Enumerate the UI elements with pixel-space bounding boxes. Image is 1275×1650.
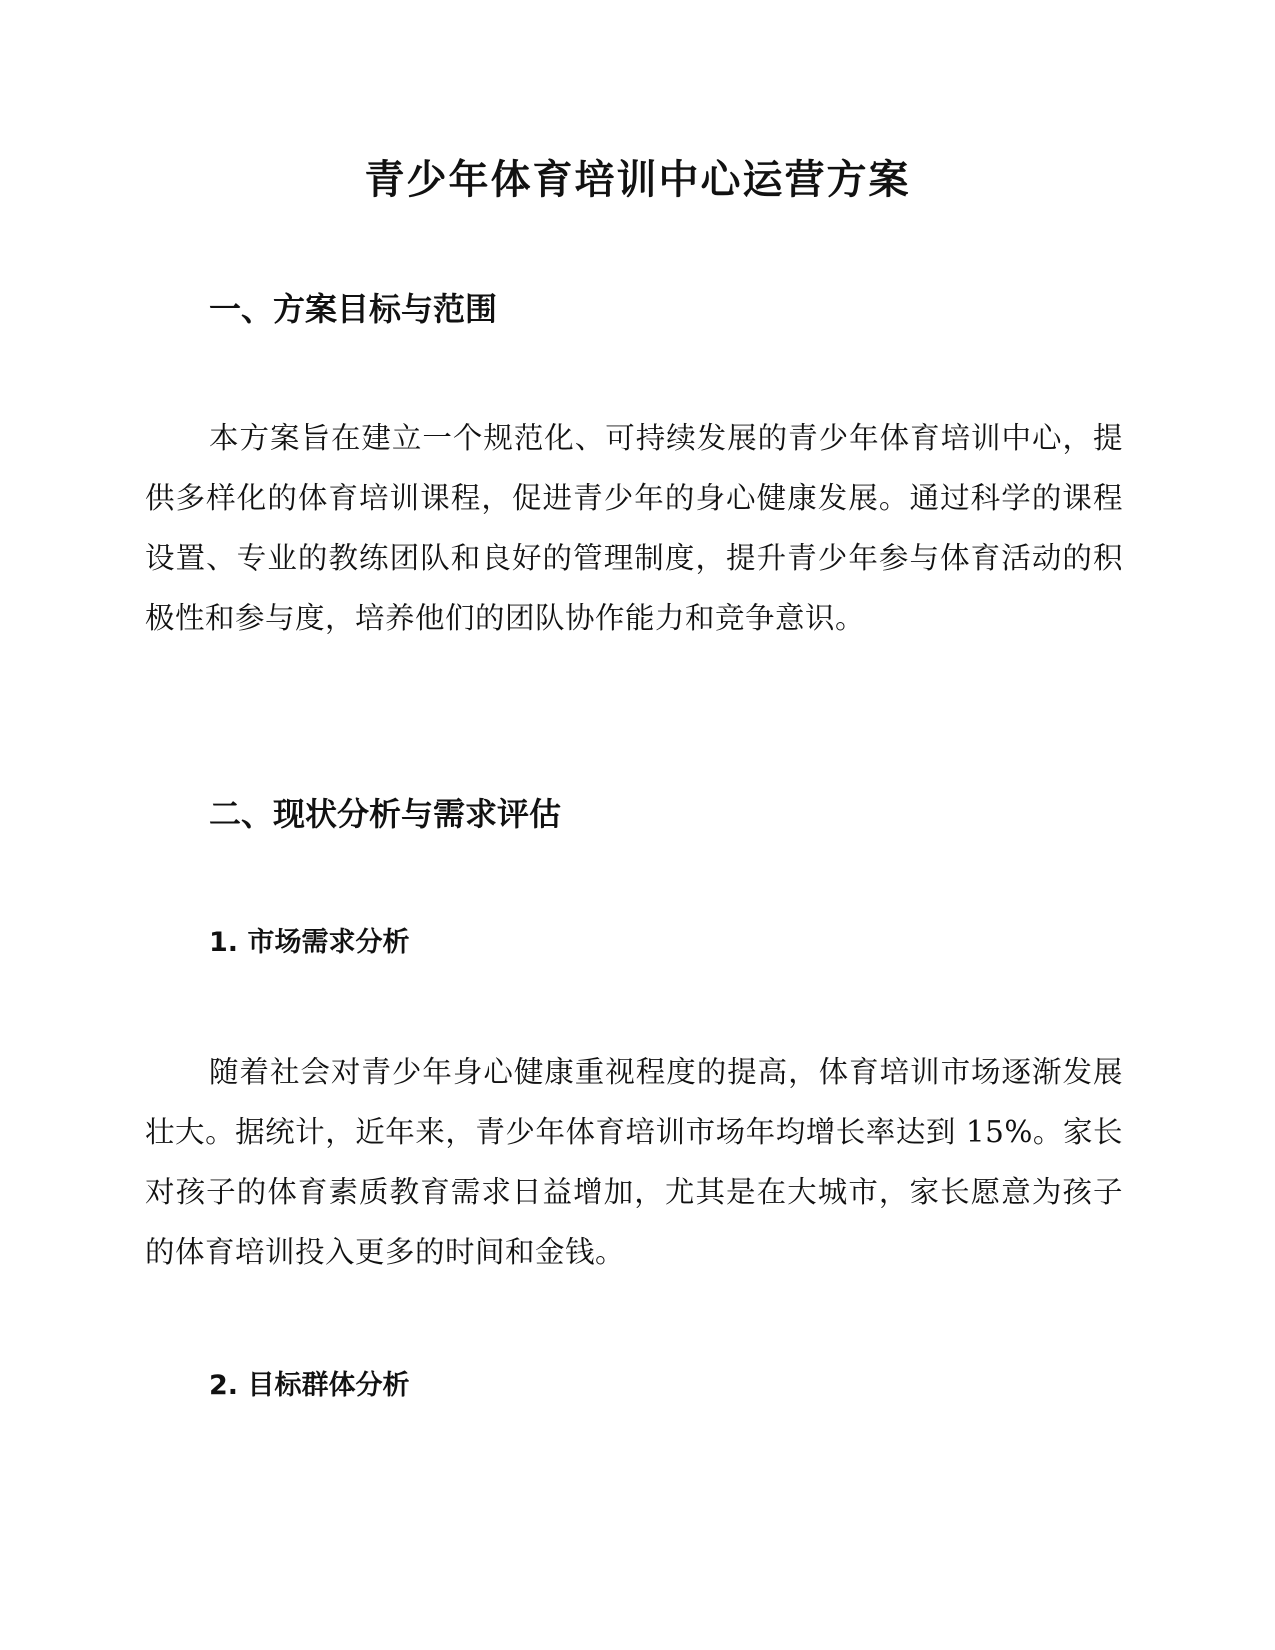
section-heading-goals: 一、方案目标与范围 — [209, 290, 498, 328]
subsection-heading-target-group: 2. 目标群体分析 — [209, 1370, 410, 1401]
section-paragraph-goals: 本方案旨在建立一个规范化、可持续发展的青少年体育培训中心，提供多样化的体育培训课程，促进青少年的身心健康发展。通过科学的课程设置、专业的教练团队和良好的管理制度，提升青少年参与体育活动的积极性和参与度，培养他们的团队协作能力和竞争意识。 — [145, 421, 1123, 635]
section-heading-analysis: 二、现状分析与需求评估 — [209, 795, 562, 833]
subsection-heading-market: 1. 市场需求分析 — [209, 927, 410, 958]
subsection-paragraph-market: 随着社会对青少年身心健康重视程度的提高，体育培训市场逐渐发展壮大。据统计，近年来，青少年体育培训市场年均增长率达到 15%。家长对孩子的体育素质教育需求日益增加，尤其是在大城市，家长愿意为孩子的体育培训投入更多的时间和金钱。 — [145, 1055, 1123, 1269]
document-title: 青少年体育培训中心运营方案 — [364, 157, 911, 203]
